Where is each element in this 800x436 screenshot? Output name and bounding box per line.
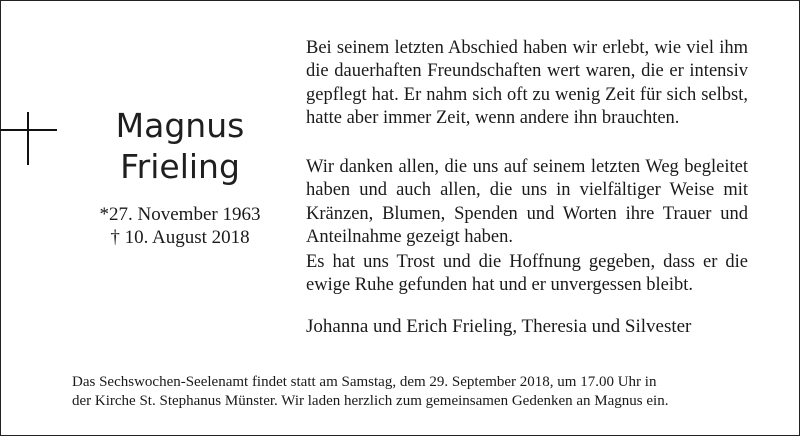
footer-line-2: der Kirche St. Stephanus Münster. Wir laden herzlich zum gemeinsamen Gedenken an Magnus ein. xyxy=(72,393,669,409)
birth-date: *27. November 1963 xyxy=(99,204,261,225)
deceased-first-name: Magnus xyxy=(115,106,245,145)
footer-line-1: Das Sechswochen-Seelenamt findet statt am Samstag, dem 29. September 2018, um 17.00 Uhr in xyxy=(72,374,657,390)
deceased-last-name: Frieling xyxy=(120,147,240,186)
paragraph-hope: Es hat uns Trost und die Hoffnung gegeben, dass er die ewige Ruhe gefunden hat und er unvergessen bleibt. xyxy=(306,252,748,296)
death-date: † 10. August 2018 xyxy=(110,227,250,248)
paragraph-farewell: Bei seinem letzten Abschied haben wir erlebt, wie viel ihm die dauerhaften Freundschaften wert waren, die er intensiv gepflegt hat. Er nahm sich oft zu wenig Zeit für sich selbst, hatte aber immer Zeit, wenn andere ihn brauchten. xyxy=(306,38,748,129)
paragraph-thanks: Wir danken allen, die uns auf seinem letzten Weg begleitet haben und auch allen, die uns in vielfältiger Weise mit Kränzen, Blumen, Spenden und Worten ihre Trauer und Anteilnahme gezeigt haben. xyxy=(306,157,748,248)
family-signature: Johanna und Erich Frieling, Theresia und Silvester xyxy=(306,316,692,337)
cross-icon xyxy=(0,112,60,172)
